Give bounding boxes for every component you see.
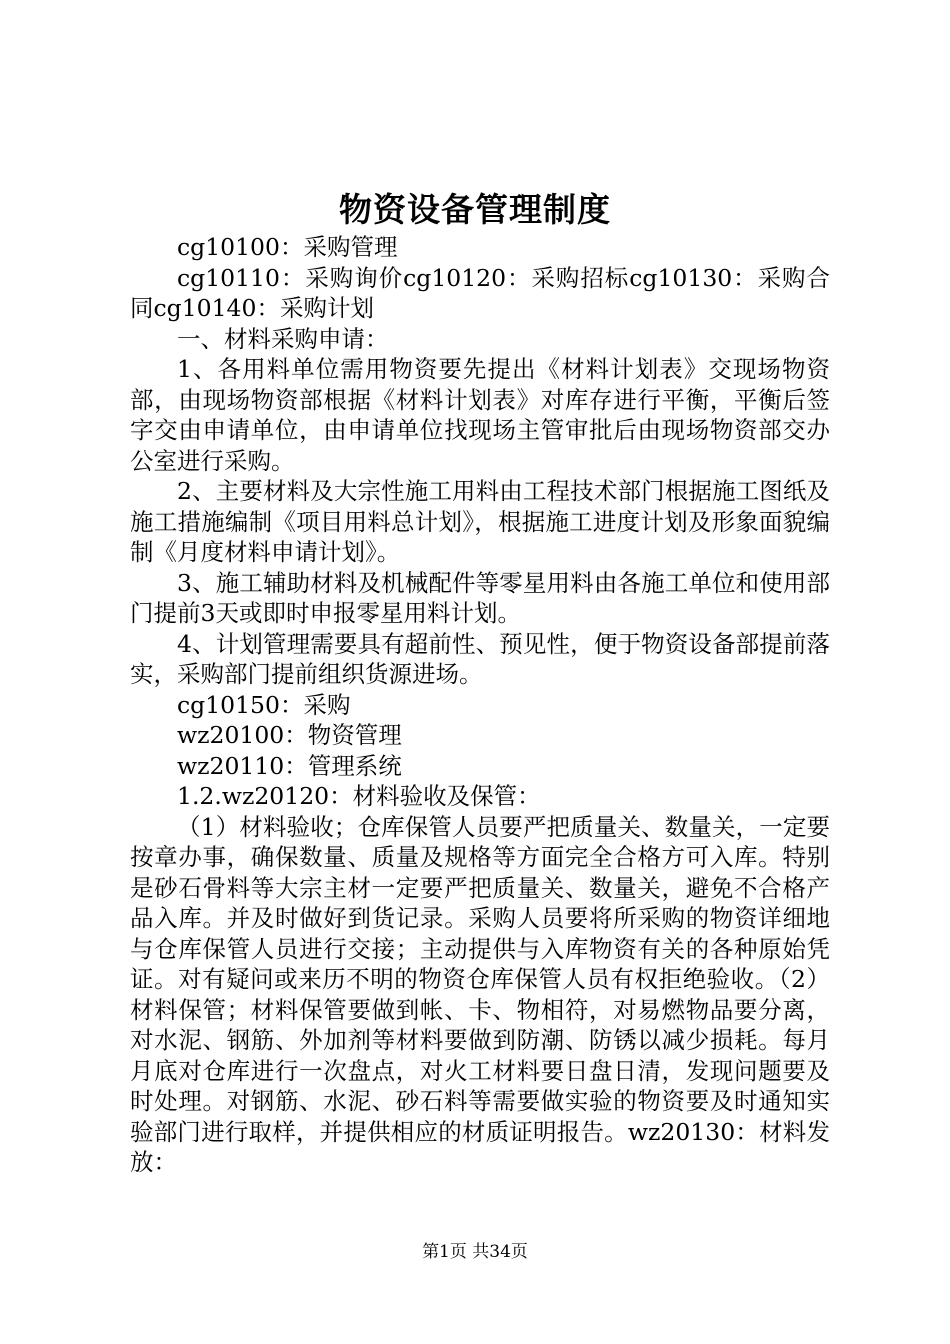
document-body (130, 232, 830, 1178)
paragraph: 1、各用料单位需用物资要先提出《材料计划表》交现场物资部，由现场物资部根据《材料计划表》对库存进行平衡，平衡后签字交由申请单位，由申请单位找现场主管审批后由现场物资部交办公室进行采购。 (130, 355, 830, 475)
paragraph: wz20100：物资管理 (177, 721, 402, 749)
paragraph: 2、主要材料及大宗性施工用料由工程技术部门根据施工图纸及施工措施编制《项目用料总计划》，根据施工进度计划及形象面貌编制《月度材料申请计划》。 (130, 477, 830, 566)
paragraph: （1）材料验收；仓库保管人员要严把质量关、数量关，一定要按章办事，确保数量、质量及规格等方面完全合格方可入库。特别是砂石骨料等大宗主材一定要严把质量关、数量关，避免不合格产品入库。并及时做好到货记录。采购人员要将所采购的物资详细地与仓库保管人员进行交接；主动提供与入库物资有关的各种原始凭证。对有疑问或来历不明的物资仓库保管人员有权拒绝验收。（2）材料保管；材料保管要做到帐、卡、物相符，对易燃物品要分离，对水泥、钢筋、外加剂等材料要做到防潮、防锈以减少损耗。每月月底对仓库进行一次盘点，对火工材料要日盘日清，发现问题要及时处理。对钢筋、水泥、砂石料等需要做实验的物资要及时通知实验部门进行取样，并提供相应的材质证明报告。wz20130：材料发放： (130, 812, 830, 1176)
document-title: 物资设备管理制度 (339, 190, 611, 229)
paragraph: 1.2.wz20120：材料验收及保管： (177, 782, 541, 810)
paragraph: cg10100：采购管理 (177, 233, 398, 261)
paragraph: cg10110：采购询价cg10120：采购招标cg10130：采购合同cg10140：采购计划 (130, 263, 830, 322)
paragraph: 一、材料采购申请： (177, 324, 389, 353)
paragraph: wz20110：管理系统 (177, 751, 402, 780)
paragraph: 3、施工辅助材料及机械配件等零星用料由各施工单位和使用部门提前3天或即时申报零星用料计划。 (130, 568, 830, 627)
page-footer: 第1页 共34页 (422, 1242, 528, 1262)
paragraph: 4、计划管理需要具有超前性、预见性，便于物资设备部提前落实，采购部门提前组织货源进场。 (130, 629, 830, 688)
paragraph: cg10150：采购 (177, 690, 351, 719)
